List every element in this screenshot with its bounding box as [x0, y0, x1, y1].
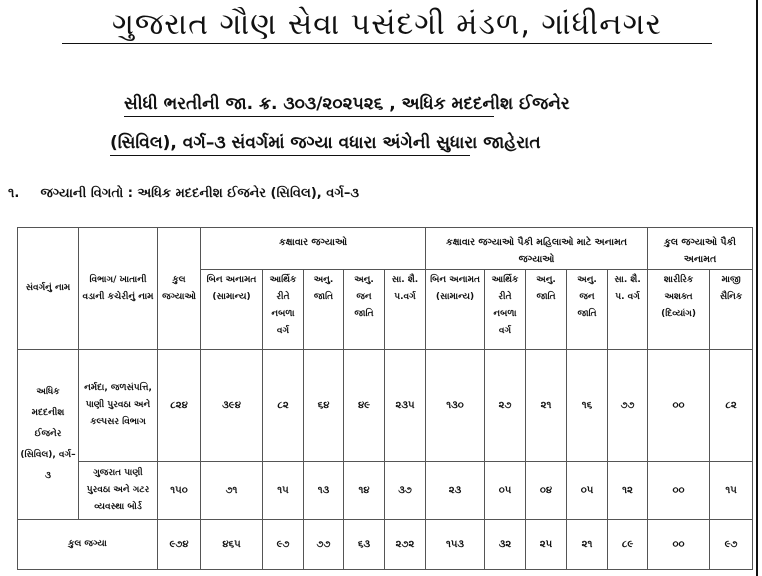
cadre-name-cell: અધિક મદદનીશ ઈજનેર (સિવિલ), વર્ગ–૩	[18, 350, 79, 520]
header-department: વિભાગ/ ખાતાની વડાની કચેરીનું નામ	[79, 228, 158, 350]
women-ews-cell: ૩૨	[485, 520, 526, 570]
disabled-cell: ૦૦	[648, 520, 710, 570]
women-sc-cell: ૨૫	[526, 520, 567, 570]
header-cadre-name: સંવર્ગનું નામ	[18, 228, 79, 350]
notice-subtitle-line2: (સિવિલ), વર્ગ–૩ સંવર્ગમાં જગ્યા વધારા અંગેની સુધારા જાહેરાત	[110, 131, 470, 156]
table-total-row	[18, 520, 753, 570]
section-number: ૧.	[8, 186, 20, 201]
women-general-cell: ૨૩	[426, 462, 485, 520]
sebc-cell: ૨૩૫	[385, 350, 426, 462]
header-women-ews: આર્થિક રીતે નબળા વર્ગ	[485, 270, 526, 350]
ex-servicemen-cell: ૯૭	[710, 520, 753, 570]
header-women-st: અનુ. જન જાતિ	[567, 270, 608, 350]
women-st-cell: ૨૧	[567, 520, 608, 570]
ex-servicemen-cell: ૧૫	[710, 462, 753, 520]
total-cell: ૧૫૦	[158, 462, 201, 520]
header-disabled: શારીરિક અશક્ત (દિવ્યાંગ)	[648, 270, 710, 350]
women-ews-cell: ૨૭	[485, 350, 526, 462]
disabled-cell: ૦૦	[648, 350, 710, 462]
women-st-cell: ૧૬	[567, 350, 608, 462]
sebc-cell: ૨૭૨	[385, 520, 426, 570]
women-sebc-cell: ૧૨	[608, 462, 648, 520]
women-st-cell: ૦૫	[567, 462, 608, 520]
sebc-cell: ૩૭	[385, 462, 426, 520]
section-heading	[8, 186, 359, 201]
header-sebc: સા. શૈ. પ.વર્ગ	[385, 270, 426, 350]
header-total-reserved: કુલ જગ્યાઓ પૈકી અનામત	[648, 228, 753, 270]
department-cell: ગુજરાત પાણી પુરવઠા અને ગટર વ્યવસ્થા બોર્ડ	[79, 462, 158, 520]
header-category-posts: કક્ષાવાર જગ્યાઓ	[201, 228, 426, 270]
header-total-posts: કુલ જગ્યાઓ	[158, 228, 201, 350]
header-ex-servicemen: માજી સૈનિક	[710, 270, 753, 350]
st-cell: ૬૩	[344, 520, 385, 570]
ews-cell: ૧૫	[263, 462, 304, 520]
ews-cell: ૯૭	[263, 520, 304, 570]
header-sc: અનુ. જાતિ	[304, 270, 344, 350]
women-ews-cell: ૦૫	[485, 462, 526, 520]
ex-servicemen-cell: ૮૨	[710, 350, 753, 462]
women-sc-cell: ૦૪	[526, 462, 567, 520]
total-row-label: કુલ જગ્યા	[18, 520, 158, 570]
general-cell: ૭૧	[201, 462, 263, 520]
header-women-sc: અનુ. જાતિ	[526, 270, 567, 350]
st-cell: ૪૯	[344, 350, 385, 462]
st-cell: ૧૪	[344, 462, 385, 520]
header-general: બિન અનામત (સામાન્ય)	[201, 270, 263, 350]
vacancy-table	[17, 227, 753, 570]
header-women-reserved: કક્ષાવાર જગ્યાઓ પૈકી મહિલાઓ માટે અનામત જગ્યાઓ	[426, 228, 648, 270]
women-general-cell: ૧૩૦	[426, 350, 485, 462]
ews-cell: ૮૨	[263, 350, 304, 462]
women-sebc-cell: ૮૯	[608, 520, 648, 570]
general-cell: ૩૯૪	[201, 350, 263, 462]
women-sebc-cell: ૭૭	[608, 350, 648, 462]
disabled-cell: ૦૦	[648, 462, 710, 520]
general-cell: ૪૬૫	[201, 520, 263, 570]
total-cell: ૯૭૪	[158, 520, 201, 570]
page-title: ગુજરાત ગૌણ સેવા પસંદગી મંડળ, ગાંધીનગર	[62, 6, 712, 44]
women-sc-cell: ૨૧	[526, 350, 567, 462]
sc-cell: ૧૩	[304, 462, 344, 520]
header-st: અનુ. જન જાતિ	[344, 270, 385, 350]
notice-subtitle-line1: સીધી ભરતીની જા. ક્ર. ૩૦૩/૨૦૨૫૨૬ , અધિક મદદનીશ ઈજનેર	[124, 92, 494, 117]
table-row	[18, 350, 753, 462]
sc-cell: ૬૪	[304, 350, 344, 462]
header-ews: આર્થિક રીતે નબળા વર્ગ	[263, 270, 304, 350]
header-women-general: બિન અનામત (સામાન્ય)	[426, 270, 485, 350]
table-row	[18, 462, 753, 520]
total-cell: ૮૨૪	[158, 350, 201, 462]
section-title: જગ્યાની વિગતો : અધિક મદદનીશ ઈજનેર (સિવિલ), વર્ગ–૩	[40, 186, 359, 201]
women-general-cell: ૧૫૩	[426, 520, 485, 570]
header-women-sebc: સા. શૈ. પ. વર્ગ	[608, 270, 648, 350]
department-cell: નર્મદા, જળસંપત્તિ, પાણી પુરવઠા અને કલ્પસર વિભાગ	[79, 350, 158, 462]
page-right-border	[756, 0, 758, 576]
sc-cell: ૭૭	[304, 520, 344, 570]
